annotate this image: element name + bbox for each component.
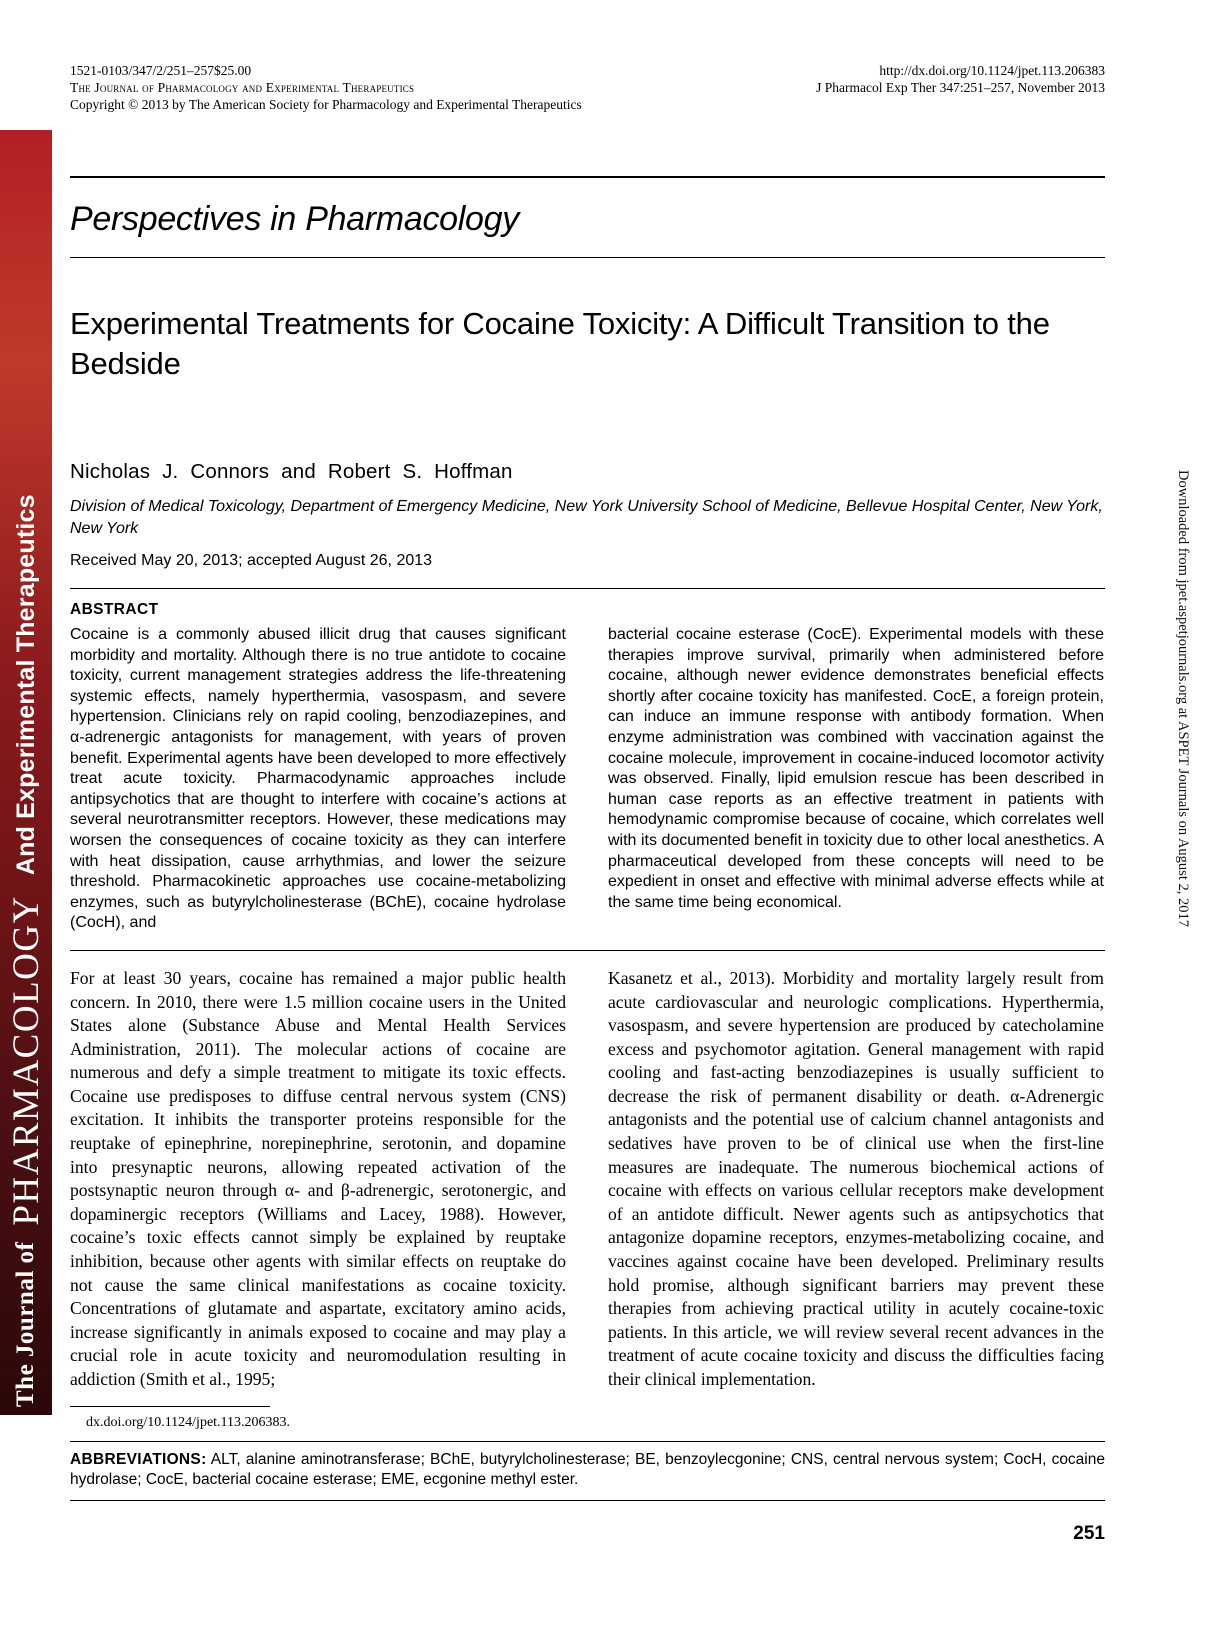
journal-spine-banner <box>0 130 52 1415</box>
abstract-column-left <box>70 623 566 934</box>
abstract-text-right: bacterial cocaine esterase (CocE). Experimental models with these therapies improve survival, primarily when administered before cocaine, although newer evidence demonstrates beneficial effects shortly after cocaine toxicity has manifested. CocE, a foreign protein, can induce an immune response with antibody formation. When enzyme administration was combined with vaccination against the cocaine molecule, improvement in cocaine-induced locomotor activity was observed. Finally, lipid emulsion rescue has been described in human case reports as an effective treatment in patients with hemodynamic compromise because of cocaine, which correlates well with its documented benefit in toxicity due to other local anesthetics. A pharmaceutical developed from these concepts will need to be expedient in onset and effective with minimal adverse effects while at the same time being economical. <box>608 626 1104 911</box>
download-note-container <box>1175 470 1219 1230</box>
abstract-text-left: Cocaine is a commonly abused illicit drug that causes significant morbidity and mortality. Although there is no true antidote to cocaine toxicity, current management strategies address the life-threatening systemic effects, namely hyperthermia, vasospasm, and severe hypertension. Clinicians rely on rapid cooling, benzodiazepines, and α-adrenergic antagonists for management, with years of proven benefit. Experimental agents have been developed to more effectively treat acute toxicity. Pharmacodynamic approaches include antipsychotics that are thought to interfere with cocaine’s actions at several neurotransmitter receptors. However, these medications may worsen the consequences of cocaine toxicity as they can interfere with heat dissipation, cause arrhythmias, and lower the seizure threshold. Pharmacokinetic approaches use cocaine-metabolizing enzymes, such as butyrylcholinesterase (BChE), cocaine hydrolase (CocH), and <box>70 626 566 932</box>
section-divider <box>70 257 1105 258</box>
abbreviations <box>70 1450 1105 1490</box>
citation-line: J Pharmacol Exp Ther 347:251–257, November 2013 <box>816 80 1105 95</box>
abbreviations-text: ALT, alanine aminotransferase; BChE, butyrylcholinesterase; BE, benzoylecgonine; CNS, central nervous system; CocH, cocaine hydrolase; CocE, bacterial cocaine esterase; EME, ecgonine methyl ester. <box>70 1450 1105 1488</box>
masthead-left <box>70 62 582 113</box>
masthead <box>70 0 1105 120</box>
body-paragraph-left: For at least 30 years, cocaine has remained a major public health concern. In 2010, there were 1.5 million cocaine users in the United States alone (Substance Abuse and Mental Health Services Administration, 2011). The molecular actions of cocaine are numerous and defy a simple treatment to mitigate its toxic effects. Cocaine use predisposes to diffuse central nervous system (CNS) excitation. It inhibits the transporter proteins responsible for the reuptake of epinephrine, norepinephrine, serotonin, and dopamine into presynaptic neurons, allowing repeated activation of the postsynaptic neuron through α- and β-adrenergic, serotonergic, and dopaminergic receptors (Williams and Lacey, 1988). However, cocaine’s toxic effects cannot simply be explained by reuptake inhibition, because other agents with similar effects on reuptake do not cause the same clinical manifestations as cocaine toxicity. Concentrations of glutamate and aspartate, excitatory amino acids, increase significantly in animals exposed to cocaine and may play a crucial role in acute toxicity and neuromodulation resulting in addiction (Smith et al., 1995; <box>70 967 566 1389</box>
page-title: Experimental Treatments for Cocaine Toxicity: A Difficult Transition to the Bedside <box>70 306 1050 381</box>
abbreviations-divider-bottom <box>70 1500 1105 1501</box>
journal-name-line: The Journal of Pharmacology and Experimental Therapeutics <box>70 80 415 95</box>
abstract-columns <box>70 623 1105 934</box>
spine-and-experimental-therapeutics: And Experimental Therapeutics <box>11 494 40 876</box>
page-number: 251 <box>1073 1522 1105 1544</box>
download-note: Downloaded from jpet.aspetjournals.org at ASPET Journals on August 2, 2017 <box>1175 470 1191 927</box>
body-paragraph-right: Kasanetz et al., 2013). Morbidity and mortality largely result from acute cardiovascular and neurologic complications. Hyperthermia, vasospasm, and severe hypertension are produced by catecholamine excess and psychomotor agitation. General management with rapid cooling and fast-acting benzodiazepines is usually sufficient to decrease the risk of permanent disability or death. α-Adrenergic antagonists and the potential use of calcium channel antagonists and sedatives have proven to be of clinical use when the first-line measures are inadequate. The numerous biochemical actions of cocaine with effects on various cellular receptors make development of an antidote difficult. Newer agents such as antipsychotics that antagonize dopamine receptors, enzymes-metabolizing cocaine, and vaccines against cocaine have been developed. Preliminary results hold promise, although significant barriers may prevent these therapies from achieving practical utility in acutely cocaine-toxic patients. In this article, we will review several recent advances in the treatment of acute cocaine toxicity and discuss the difficulties facing their clinical implementation. <box>608 967 1104 1389</box>
abbreviations-divider-top <box>70 1441 1105 1442</box>
affiliation: Division of Medical Toxicology, Department of Emergency Medicine, New York University School of Medicine, Bellevue Hospital Center, New York, New York <box>70 498 1103 537</box>
abbreviations-label: ABBREVIATIONS: <box>70 1450 207 1468</box>
abstract-heading: ABSTRACT <box>70 601 159 618</box>
doi-link[interactable]: http://dx.doi.org/10.1124/jpet.113.206383 <box>879 63 1105 78</box>
body-column-left <box>70 967 566 1431</box>
abstract-column-right <box>608 623 1104 934</box>
issn-line: 1521-0103/347/2/251–257$25.00 <box>70 63 252 78</box>
masthead-right <box>816 62 1105 96</box>
copyright-line: Copyright © 2013 by The American Society for Pharmacology and Experimental Therapeutics <box>70 97 582 112</box>
spine-journal-of: The Journal of <box>12 1241 39 1407</box>
spine-pharmacology: PHARMACOLOGY <box>5 895 47 1226</box>
received-dates: Received May 20, 2013; accepted August 26, 2013 <box>70 552 433 569</box>
footnote-doi[interactable]: dx.doi.org/10.1124/jpet.113.206383. <box>86 1414 291 1430</box>
header-divider <box>70 588 1105 589</box>
author-list: Nicholas J. Connors and Robert S. Hoffman <box>70 460 513 483</box>
masthead-divider <box>70 176 1105 178</box>
body-column-right <box>608 967 1104 1431</box>
spine-inner <box>0 130 52 1415</box>
footnote-divider <box>70 1406 270 1407</box>
abstract-divider <box>70 950 1105 951</box>
body-columns <box>70 967 1105 1431</box>
section-title: Perspectives in Pharmacology <box>70 200 519 238</box>
page-content <box>70 0 1105 1632</box>
